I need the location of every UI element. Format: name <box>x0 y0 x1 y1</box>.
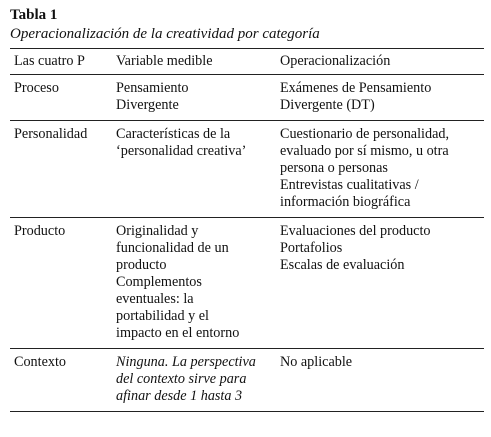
cell-variable <box>112 75 276 121</box>
cell-line: Cuestionario de personalidad, <box>280 126 450 142</box>
cell-line: evaluado por sí mismo, u otra <box>280 143 449 159</box>
cell-line: impacto en el entorno <box>116 325 240 341</box>
cell-line: persona o personas <box>280 160 388 176</box>
cell-operacionalizacion <box>276 121 484 218</box>
cell-line: Originalidad y <box>116 223 199 239</box>
cell-line: del contexto sirve para <box>116 371 247 387</box>
table-number: Tabla 1 <box>10 7 58 23</box>
cell-line: Divergente <box>116 97 179 113</box>
cell-line: ‘personalidad creativa’ <box>116 143 247 159</box>
header-operacionalizacion: Operacionalización <box>280 53 391 69</box>
cell-line: Ninguna. La perspectiva <box>116 354 256 370</box>
cell-line: Entrevistas cualitativas / <box>280 177 419 193</box>
cell-line: No aplicable <box>280 354 353 370</box>
cell-line: Características de la <box>116 126 231 142</box>
cell-line: Portafolios <box>280 240 343 256</box>
cell-line: Evaluaciones del producto <box>280 223 431 239</box>
cell-variable <box>112 218 276 349</box>
table-row <box>10 218 484 349</box>
cell-line: información biográfica <box>280 194 411 210</box>
cell-line: Escalas de evaluación <box>280 257 405 273</box>
header-variable-medible: Variable medible <box>116 53 213 69</box>
cell-operacionalizacion <box>276 75 484 121</box>
table-title: Operacionalización de la creatividad por categoría <box>10 26 320 42</box>
table-row <box>10 349 484 412</box>
cell-operacionalizacion <box>276 349 484 412</box>
cell-line: Divergente (DT) <box>280 97 375 113</box>
cell-p: Personalidad <box>14 126 88 142</box>
cell-line: Pensamiento <box>116 80 189 96</box>
cell-line: producto <box>116 257 167 273</box>
cell-line: Complementos <box>116 274 202 290</box>
header-row <box>10 49 484 75</box>
cell-line: portabilidad y el <box>116 308 209 324</box>
cell-variable <box>112 121 276 218</box>
table-figure <box>10 6 484 412</box>
cell-line: funcionalidad de un <box>116 240 229 256</box>
cell-line: Exámenes de Pensamiento <box>280 80 432 96</box>
cell-line: eventuales: la <box>116 291 194 307</box>
cell-variable <box>112 349 276 412</box>
cell-line: afinar desde 1 hasta 3 <box>116 388 243 404</box>
header-cuatro-p: Las cuatro P <box>14 53 85 69</box>
cell-p: Producto <box>14 223 66 239</box>
table-row <box>10 121 484 218</box>
table-row <box>10 75 484 121</box>
creativity-table <box>10 48 484 412</box>
cell-p: Contexto <box>14 354 67 370</box>
cell-operacionalizacion <box>276 218 484 349</box>
cell-p: Proceso <box>14 80 59 96</box>
